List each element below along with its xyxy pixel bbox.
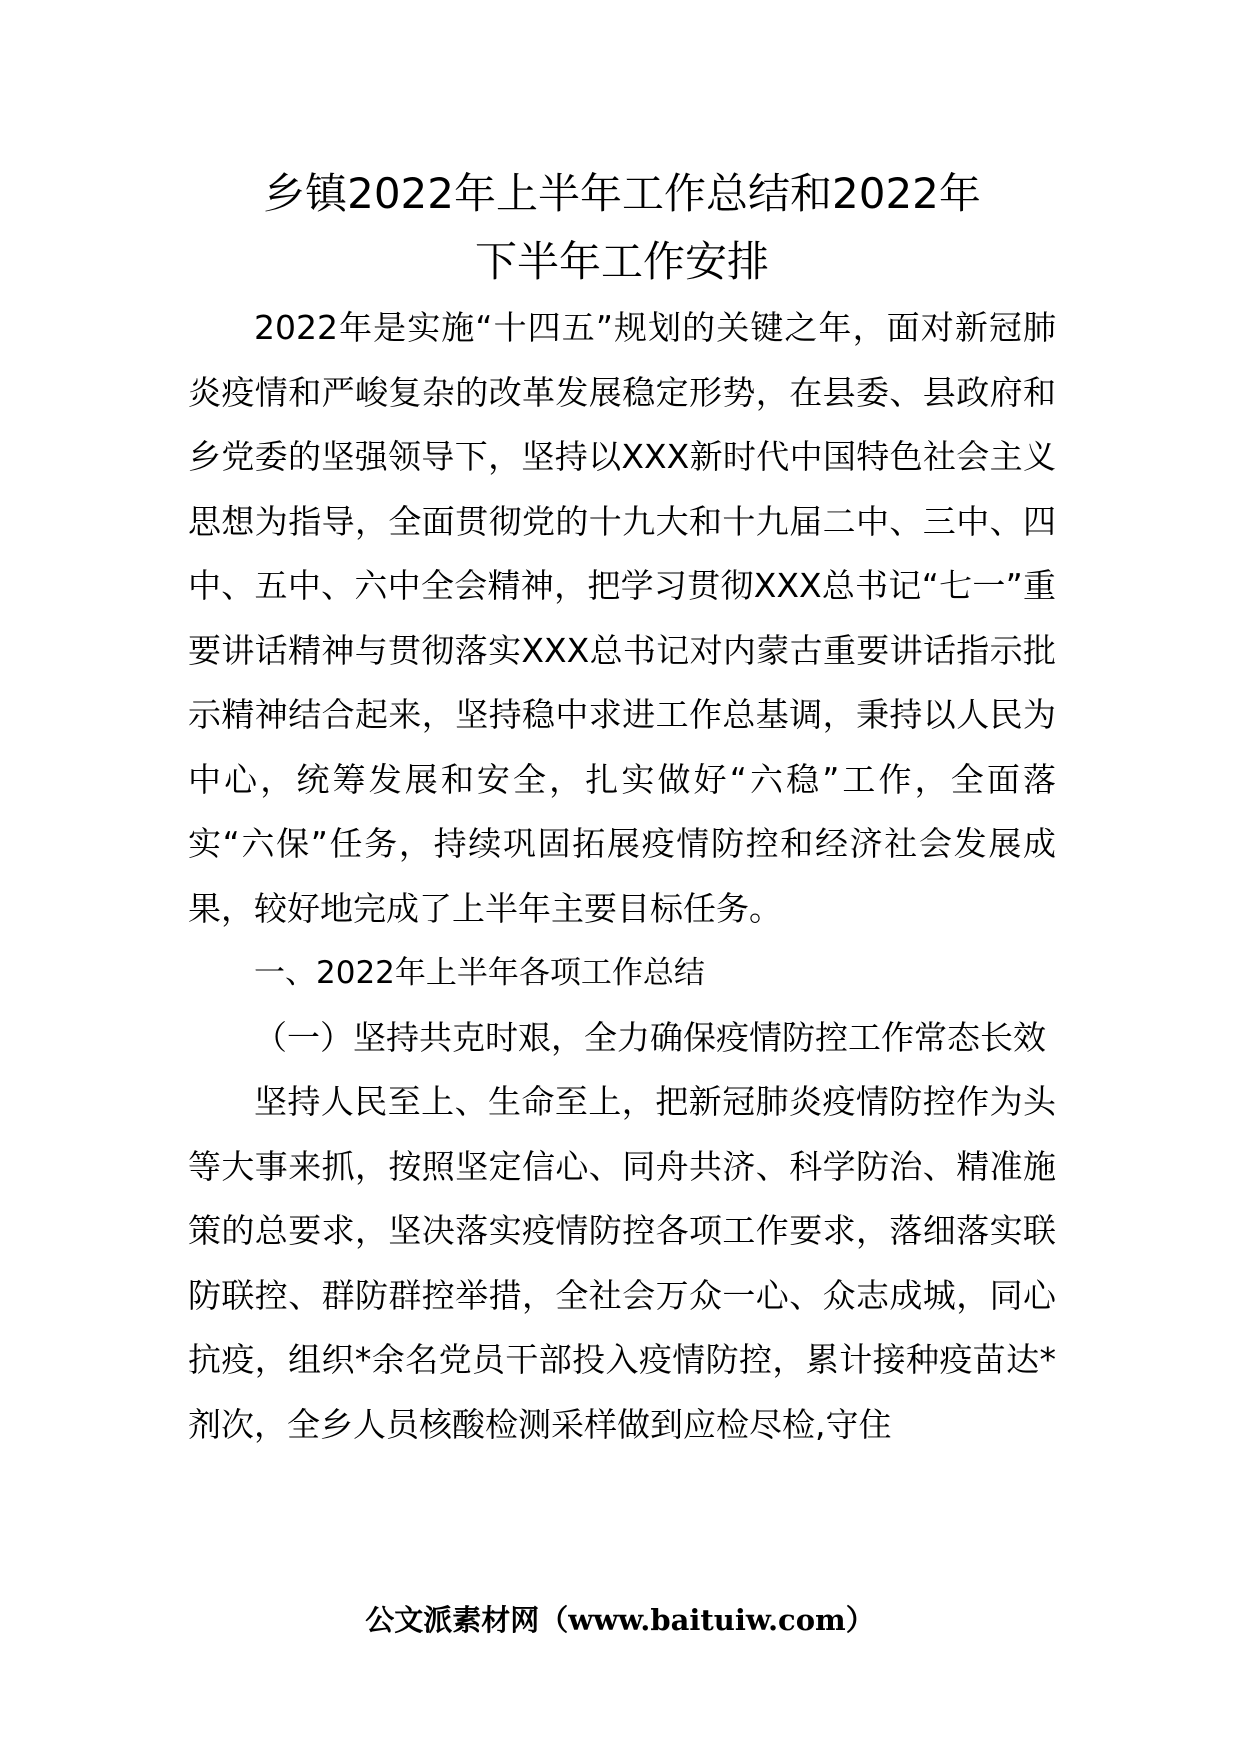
footer-watermark: 公文派素材网（www.baituiw.com） <box>365 1603 875 1637</box>
title-line-1: 乡镇2022年上半年工作总结和2022年 <box>263 169 981 218</box>
document-page <box>188 160 1056 1457</box>
section-heading-1: 一、2022年上半年各项工作总结 <box>254 955 705 991</box>
subsection-heading-1: （一）坚持共克时艰，全力确保疫情防控工作常态长效 <box>254 1017 1046 1057</box>
document-title <box>188 160 1056 296</box>
title-line-2: 下半年工作安排 <box>474 237 769 286</box>
intro-paragraph: 2022年是实施“十四五”规划的关键之年，面对新冠肺炎疫情和严峻复杂的改革发展稳定形势，在县委、县政府和乡党委的坚强领导下，坚持以XXX新时代中国特色社会主义思想为指导，全面贯彻党的十九大和十九届二中、三中、四中、五中、六中全会精神，把学习贯彻XXX总书记“七一”重要讲话精神与贯彻落实XXX总书记对内蒙古重要讲话指示批示精神结合起来，坚持稳中求进工作总基调，秉持以人民为中心，统筹发展和安全，扎实做好“六稳”工作，全面落实“六保”任务，持续巩固拓展疫情防控和经济社会发展成果，较好地完成了上半年主要目标任务。 <box>188 308 1056 928</box>
subsection-1-paragraph: 坚持人民至上、生命至上，把新冠肺炎疫情防控作为头等大事来抓，按照坚定信心、同舟共济、科学防治、精准施策的总要求，坚决落实疫情防控各项工作要求，落细落实联防联控、群防群控举措，全社会万众一心、众志成城，同心抗疫，组织*余名党员干部投入疫情防控，累计接种疫苗达*剂次，全乡人员核酸检测采样做到应检尽检,守住 <box>188 1082 1056 1444</box>
